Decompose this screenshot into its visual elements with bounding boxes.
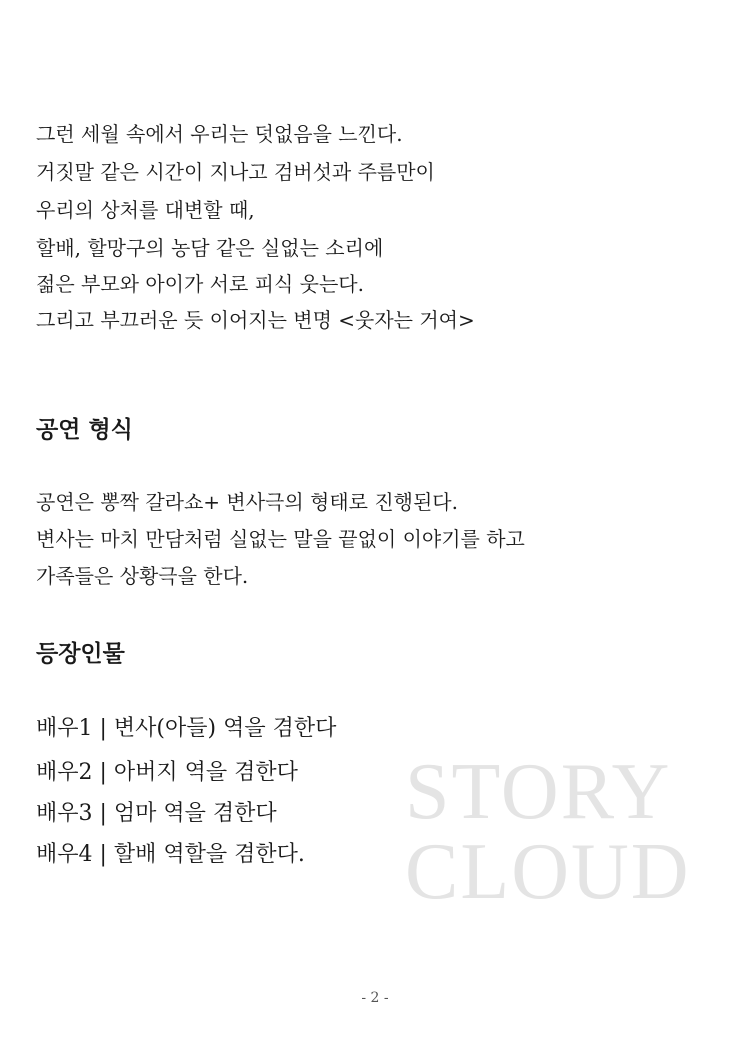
section-heading-format: 공연 형식	[36, 416, 133, 443]
intro-line: 할배, 할망구의 농담 같은 실없는 소리에	[36, 236, 384, 260]
cast-line: 배우2 | 아버지 역을 겸한다	[36, 760, 298, 785]
cast-line: 배우1 | 변사(아들) 역을 겸한다	[36, 716, 337, 741]
intro-line: 그리고 부끄러운 듯 이어지는 변명 <웃자는 거여>	[36, 308, 475, 332]
intro-line: 젊은 부모와 아이가 서로 피식 웃는다.	[36, 272, 364, 296]
format-line: 변사는 마치 만담처럼 실없는 말을 끝없이 이야기를 하고	[36, 527, 525, 551]
cast-line: 배우3 | 엄마 역을 겸한다	[36, 801, 277, 826]
watermark-line-2: CLOUD	[405, 828, 691, 916]
intro-line: 거짓말 같은 시간이 지나고 검버섯과 주름만이	[36, 160, 435, 184]
format-line: 공연은 뽕짝 갈라쇼+ 변사극의 형태로 진행된다.	[36, 490, 458, 514]
cast-line: 배우4 | 할배 역할을 겸한다.	[36, 842, 305, 867]
intro-line: 그런 세월 속에서 우리는 덧없음을 느낀다.	[36, 122, 403, 146]
section-heading-cast: 등장인물	[36, 640, 125, 667]
watermark-line-1: STORY	[405, 748, 672, 836]
format-line: 가족들은 상황극을 한다.	[36, 564, 249, 588]
intro-line: 우리의 상처를 대변할 때,	[36, 198, 255, 222]
page-number: - 2 -	[361, 990, 389, 1006]
